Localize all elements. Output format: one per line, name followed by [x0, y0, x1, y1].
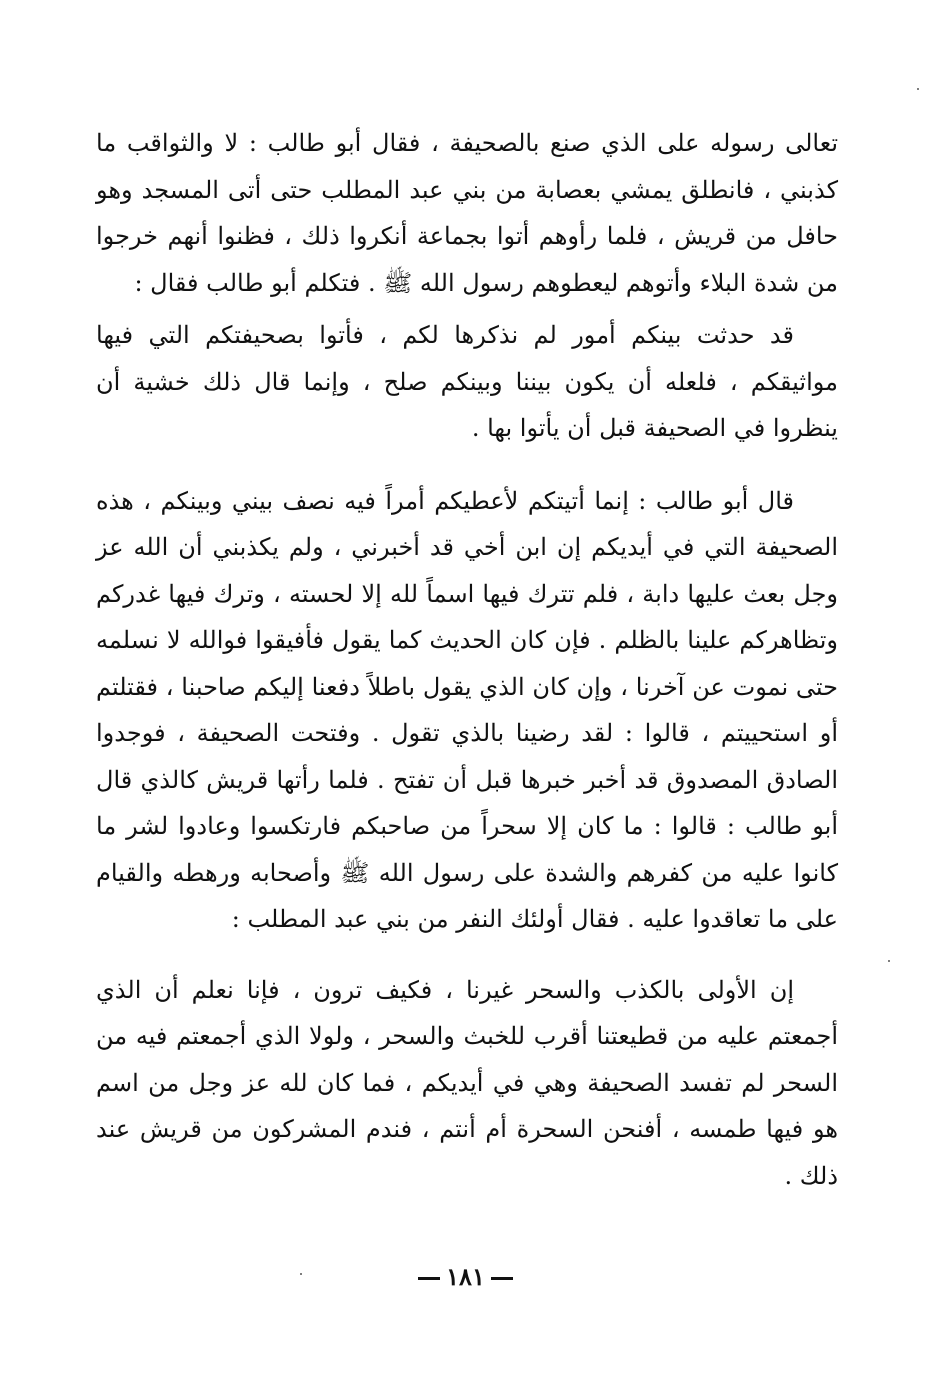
- paragraph-3: قال أبو طالب : إنما أتيتكم لأعطيكم أمراً فيه نصف بيني وبينكم ، هذه الصحيفة التي في أيديكم إن ابن أخي قد أخبرني ، ولم يكذبني أن الله عز وجل بعث عليها دابة ، فلم تترك فيها اسماً لله إلا لحسته ، وترك فيها غدركم وتظاهركم علينا بالظلم . فإن كان الحديث كما يقول فأفيقوا فوالله لا نسلمه حتى نموت عن آخرنا ، وإن كان الذي يقول باطلاً دفعنا إليكم صاحبنا ، فقتلتم أو استحييتم ، قالوا : لقد رضينا بالذي تقول . وفتحت الصحيفة ، فوجدوا الصادق المصدوق قد أخبر خبرها قبل أن تفتح . فلما رأتها قريش كالذي قال أبو طالب : قالوا : ما كان إلا سحراً من صاحبكم فارتكسوا وعادوا لشر ما كانوا عليه من كفرهم والشدة على رسول الله ﷺ وأصحابه ورهطه والقيام على ما تعاقدوا عليه . فقال أولئك النفر من بني عبد المطلب :: [96, 486, 838, 933]
- paragraph-2: قد حدثت بينكم أمور لم نذكرها لكم ، فأتوا بصحيفتكم التي فيها مواثيقكم ، فلعله أن يكون بيننا وبينكم صلح ، وإنما قال ذلك خشية أن ينظروا في الصحيفة قبل أن يأتوا بها .: [96, 321, 838, 442]
- paragraph-4: إن الأولى بالكذب والسحر غيرنا ، فكيف ترون ، فإنا نعلم أن الذي أجمعتم عليه من قطيعتنا أقرب للخبث والسحر ، ولولا الذي أجمعتم فيه من السحر لم تفسد الصحيفة وهي في أيديكم ، فما كان لله عز وجل من اسم هو فيها طمسه ، أفنحن السحرة أم أنتم ، فندم المشركون من قريش عند ذلك .: [96, 975, 838, 1190]
- dash-left: [491, 1277, 513, 1280]
- book-page-body: [96, 120, 838, 1199]
- paragraph-1: تعالى رسوله على الذي صنع بالصحيفة ، فقال أبو طالب : لا والثواقب ما كذبني ، فانطلق يمشي بعصابة من بني عبد المطلب حتى أتى المسجد وهو حافل من قريش ، فلما رأوهم أتوا بجماعة أنكروا ذلك ، فظنوا أنهم خرجوا من شدة البلاء وأتوهم ليعطوهم رسول الله ﷺ . فتكلم أبو طالب فقال :: [96, 129, 839, 297]
- dash-right: [418, 1277, 440, 1280]
- scan-speck: [917, 88, 919, 90]
- page-number: ١٨١: [446, 1262, 485, 1291]
- scan-speck: [888, 960, 890, 962]
- page-number-footer: [0, 1262, 931, 1291]
- scan-speck: [300, 1273, 302, 1275]
